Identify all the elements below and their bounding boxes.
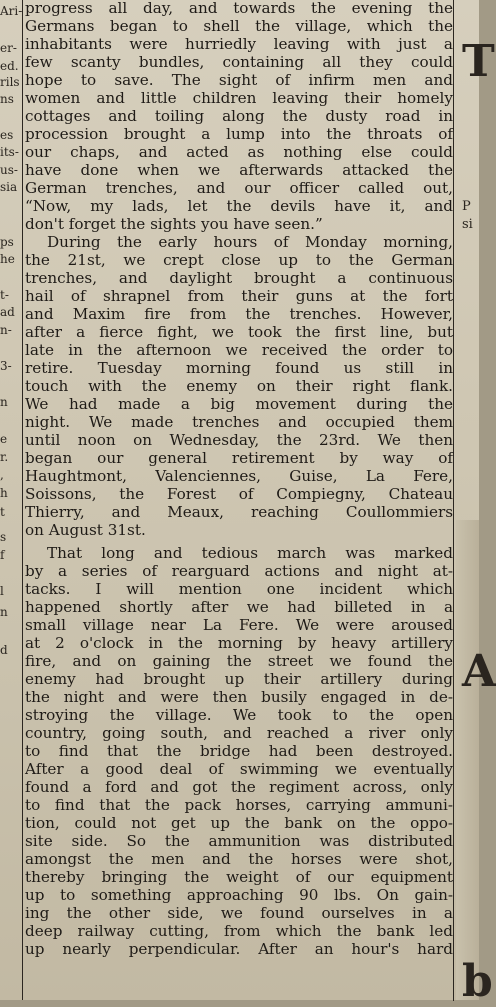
article-line-1: progress all day, and towards the evening the [25,0,453,17]
article-line-42: to find that the bridge had been destroyed. [25,742,453,760]
article-line-21: retire. Tuesday morning found us still in [25,359,453,377]
article-line-26: began our general retirement by way of [25,449,453,467]
article-line-2: Germans began to shell the village, which the [25,17,453,35]
left-fragment-11: he [0,252,15,266]
article-line-5: hope to save. The sight of infirm men and [25,71,453,89]
article-line-9: our chaps, and acted as nothing else could [25,143,453,161]
article-line-49: thereby bringing the weight of our equipment [25,868,453,886]
article-line-40: stroying the village. We took to the open [25,706,453,724]
left-fragment-14: n- [0,323,12,337]
left-fragment-22: s [0,530,7,544]
article-line-36: at 2 o'clock in the morning by heavy artillery [25,634,453,652]
article-line-48: amongst the men and the horses were shot, [25,850,453,868]
article-line-30: on August 31st. [25,521,146,539]
left-column-fragment [0,0,23,1000]
article-line-14: During the early hours of Monday morning, [47,233,453,251]
article-line-25: until noon on Wednesday, the 23rd. We then [25,431,453,449]
article-line-47: site side. So the ammunition was distributed [25,832,453,850]
article-line-17: hail of shrapnel from their guns at the fort [25,287,453,305]
article-line-24: night. We made trenches and occupied them [25,413,453,431]
right-fragment-4: A [462,646,496,697]
left-fragment-10: ps [0,235,14,249]
left-fragment-19: , [0,468,4,482]
left-fragment-13: ad [0,305,15,319]
article-line-11: German trenches, and our officer called out, [25,179,453,197]
article-line-7: cottages and toiling along the dusty road in [25,107,453,125]
article-line-6: women and little children leaving their homely [25,89,453,107]
article-line-33: tacks. I will mention one incident which [25,580,453,598]
article-line-19: after a fierce fight, we took the first line, but [25,323,453,341]
left-fragment-21: t [0,505,5,519]
article-line-29: Thierry, and Meaux, reaching Coullommiers [25,503,453,521]
left-fragment-2: er- [0,41,17,55]
article-line-12: “Now, my lads, let the devils have it, and [25,197,453,215]
article-line-53: up nearly perpendicular. After an hour's hard [25,940,453,958]
left-fragment-8: us- [0,163,18,177]
article-line-27: Haughtmont, Valenciennes, Guise, La Fere, [25,467,453,485]
article-line-18: and Maxim fire from the trenches. However, [25,305,453,323]
article-line-22: touch with the enemy on their right flank. [25,377,453,395]
left-fragment-15: 3- [0,359,12,373]
article-line-20: late in the afternoon we received the order to [25,341,453,359]
article-line-8: procession brought a lump into the throats of [25,125,453,143]
article-line-35: small village near La Fere. We were aroused [25,616,453,634]
article-line-39: the night and were then busily engaged in de- [25,688,453,706]
article-line-38: enemy had brought up their artillery during [25,670,453,688]
article-line-15: the 21st, we crept close up to the German [25,251,453,269]
article-line-51: ing the other side, we found ourselves in a [25,904,453,922]
left-fragment-7: its- [0,145,19,159]
page-shadow [456,520,479,1000]
article-line-31: That long and tedious march was marked [47,544,453,562]
left-fragment-23: f [0,548,5,562]
left-fragment-18: r. [0,450,9,464]
article-column [25,0,454,1001]
article-line-43: After a good deal of swimming we eventually [25,760,453,778]
right-fragment-5: b [462,956,493,1007]
article-line-4: few scanty bundles, containing all they could [25,53,453,71]
article-line-3: inhabitants were hurriedly leaving with just a [25,35,453,53]
article-line-23: We had made a big movement during the [25,395,453,413]
article-line-10: have done when we afterwards attacked the [25,161,453,179]
left-fragment-17: e [0,432,8,446]
left-fragment-4: rils [0,75,20,89]
left-fragment-9: sia [0,180,18,194]
left-fragment-6: es [0,128,14,142]
article-line-16: trenches, and daylight brought a continuous [25,269,453,287]
left-fragment-20: h [0,486,8,500]
article-line-41: country, going south, and reached a river only [25,724,453,742]
article-line-28: Soissons, the Forest of Compiegny, Chateau [25,485,453,503]
article-line-45: to find that the pack horses, carrying ammuni- [25,796,453,814]
left-fragment-26: d [0,643,8,657]
left-fragment-12: t- [0,288,9,302]
article-line-37: fire, and on gaining the street we found the [25,652,453,670]
left-fragment-24: l [0,584,4,598]
left-fragment-1: Ari- [0,4,23,18]
left-fragment-25: n [0,605,8,619]
left-fragment-5: ns [0,92,14,106]
article-line-44: found a ford and got the regiment across, only [25,778,453,796]
left-fragment-16: n [0,395,8,409]
article-line-46: tion, could not get up the bank on the oppo- [25,814,453,832]
right-column-fragment [456,0,496,1007]
article-line-13: don't forget the sights you have seen.” [25,215,323,233]
article-line-32: by a series of rearguard actions and night at- [25,562,453,580]
article-line-52: deep railway cutting, from which the bank led [25,922,453,940]
article-line-50: up to something approaching 90 lbs. On gain- [25,886,453,904]
right-fragment-3: si [462,217,473,232]
left-fragment-3: ed. [0,59,19,73]
right-fragment-2: P [462,199,471,214]
article-line-34: happened shortly after we had billeted in a [25,598,453,616]
right-fragment-1: T [462,36,495,87]
